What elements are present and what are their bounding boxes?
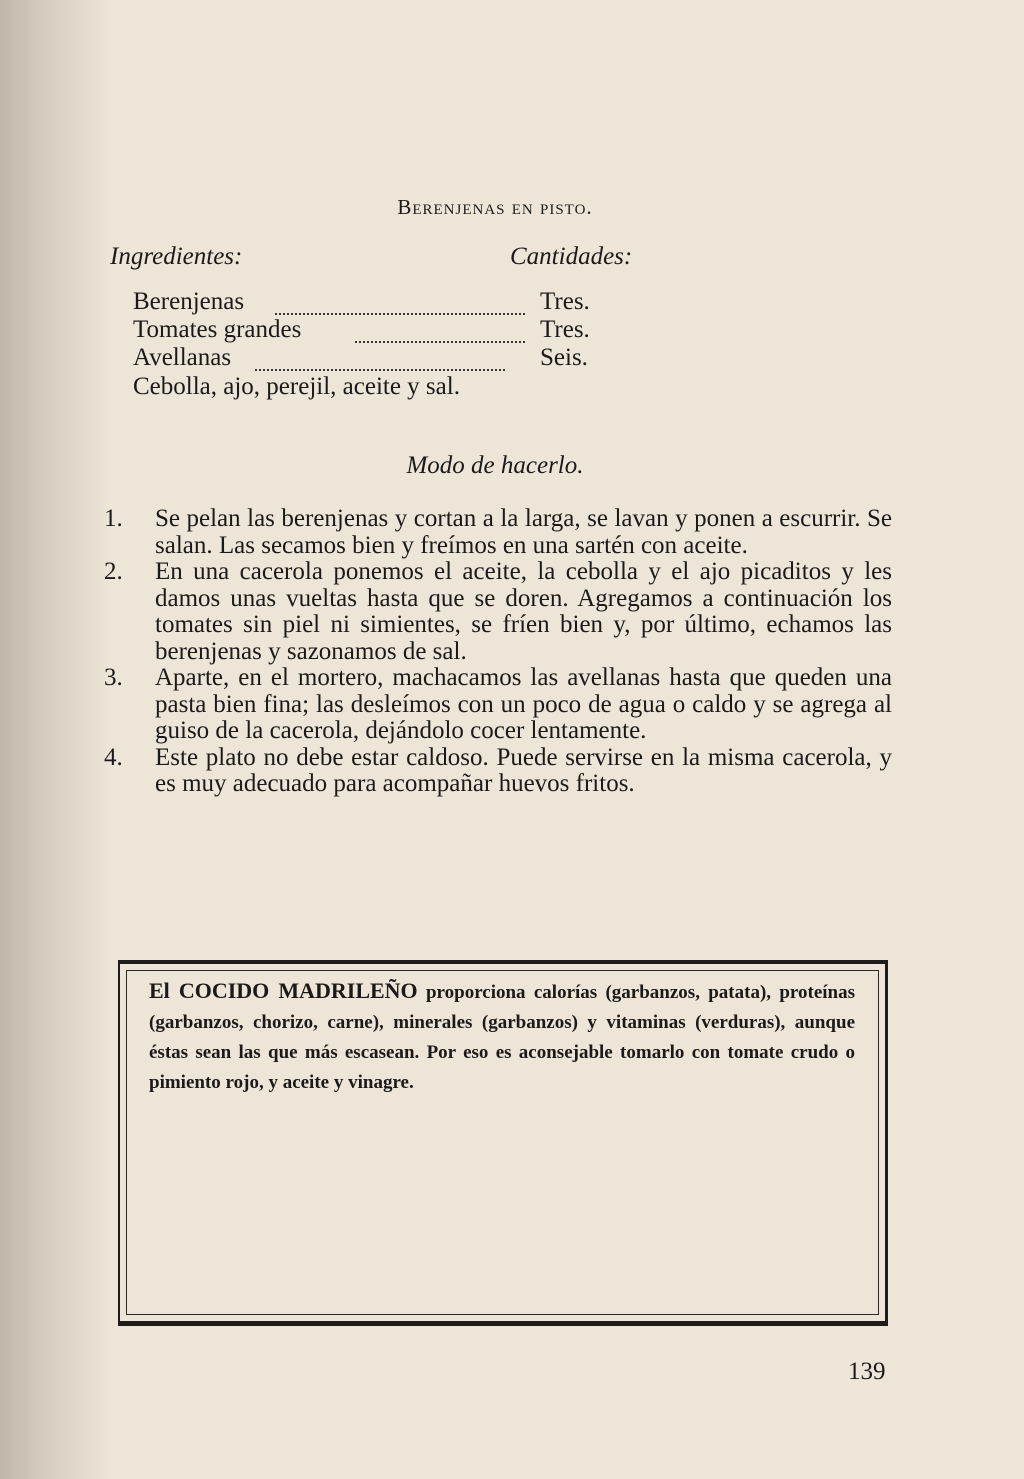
step-text: En una cacerola ponemos el aceite, la cebolla y el ajo picaditos y les damos unas vueltas hasta que se doren. Agregamos a continuación los tomates sin piel ni simientes, se fríen bien y, por último, echamos las berenjenas y sazonamos de sal. — [155, 558, 892, 665]
nutrition-note-box — [118, 960, 888, 1326]
step-text: Aparte, en el mortero, machacamos las avellanas hasta que queden una pasta bien fina; las desleímos con un poco de agua o caldo y se agrega al guiso de la cacerola, dejándolo cocer lentamente. — [155, 664, 892, 744]
method-title: Modo de hacerlo. — [406, 452, 584, 479]
step-number: 3. — [104, 664, 123, 691]
ingredient-row — [133, 315, 603, 345]
step-4 — [100, 745, 892, 798]
ingredient-extra: Cebolla, ajo, perejil, aceite y sal. — [133, 373, 460, 400]
dot-leader — [355, 327, 525, 343]
ingredient-quantity: Tres. — [540, 316, 590, 343]
note-text — [149, 976, 855, 1098]
step-text: Este plato no debe estar caldoso. Puede servirse en la misma cacerola, y es muy adecuado para acompañar huevos fritos. — [155, 743, 892, 797]
recipe-title: Berenjenas en pisto. — [397, 195, 593, 219]
note-body: proporciona calorías (garbanzos, patata), proteínas (garbanzos, chorizo, carne), minerales (garbanzos) y vitaminas (verduras), aunque éstas sean las que más escasean. Por eso es aconsejable tomarlo con tomate crudo o pimiento rojo, y aceite y vinagre. — [149, 982, 855, 1093]
page-edge-shadow — [0, 0, 110, 1479]
step-1 — [100, 506, 892, 559]
ingredient-name: Avellanas — [133, 344, 232, 371]
step-text: Se pelan las berenjenas y cortan a la larga, se lavan y ponen a escurrir. Se salan. Las secamos bien y freímos en una sartén con aceite. — [155, 505, 892, 559]
dot-leader — [255, 355, 505, 371]
ingredient-row — [133, 343, 603, 373]
dot-leader — [275, 299, 525, 315]
note-lead: El COCIDO MADRILEÑO — [149, 978, 418, 1003]
step-3 — [100, 665, 892, 745]
ingredients-header: Ingredientes: — [110, 243, 243, 270]
step-number: 1. — [104, 505, 123, 532]
page-number: 139 — [848, 1358, 886, 1385]
method-steps — [100, 506, 892, 798]
step-2 — [100, 559, 892, 665]
ingredient-name: Tomates grandes — [133, 316, 302, 343]
step-number: 4. — [104, 743, 123, 771]
ingredient-row — [133, 287, 603, 317]
step-number: 2. — [104, 558, 123, 585]
quantities-header: Cantidades: — [510, 243, 633, 270]
ingredient-name: Berenjenas — [133, 288, 245, 315]
ingredient-quantity: Seis. — [540, 344, 588, 371]
ingredient-quantity: Tres. — [540, 288, 590, 315]
